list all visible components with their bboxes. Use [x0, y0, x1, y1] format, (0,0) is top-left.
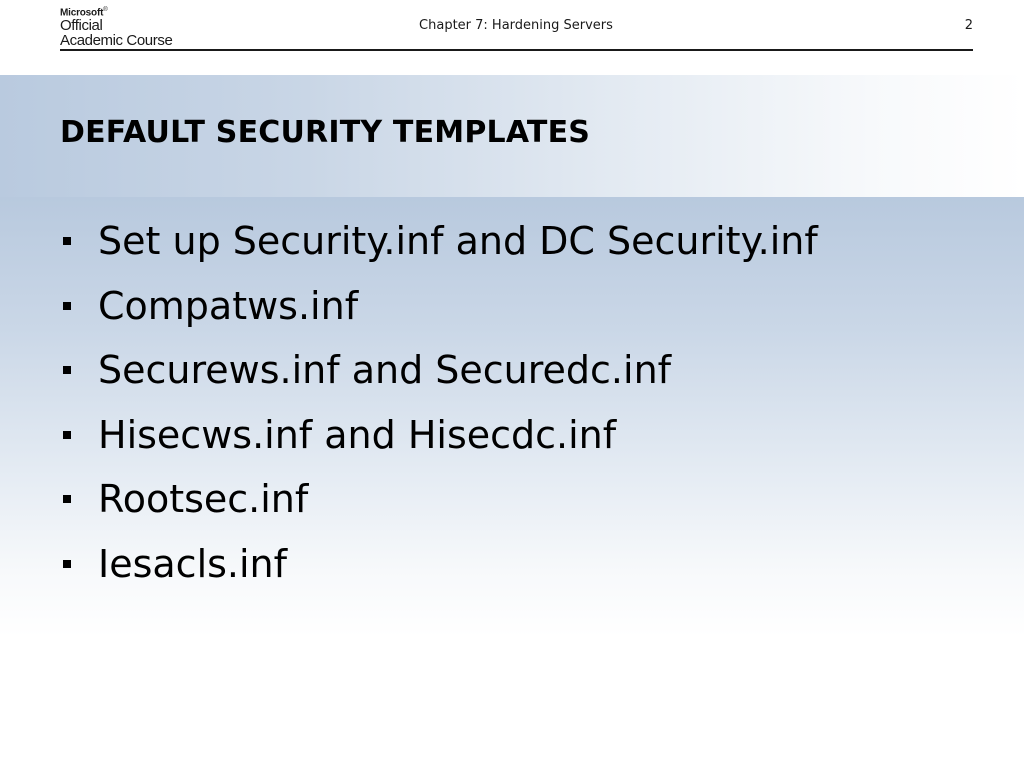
bullet-item — [60, 343, 818, 408]
bullet-item — [60, 537, 818, 602]
header-divider — [60, 49, 973, 51]
square-bullet-icon — [63, 431, 71, 439]
logo-line-official: Official — [60, 17, 103, 35]
bullet-text: Securews.inf and Securedc.inf — [98, 348, 672, 392]
bullet-text: Compatws.inf — [98, 283, 359, 328]
page-number: 2 — [964, 18, 973, 33]
square-bullet-icon — [63, 366, 71, 374]
bullet-item — [60, 408, 818, 473]
bullet-text: Set up Security.inf and DC Security.inf — [98, 219, 818, 263]
logo-brand: Microsoft® — [60, 7, 108, 19]
bullet-item — [60, 279, 818, 344]
logo-line-academic-course: Academic Course — [60, 32, 173, 50]
square-bullet-icon — [63, 560, 71, 568]
bullet-text: Iesacls.inf — [98, 541, 288, 586]
bullet-item — [60, 214, 818, 279]
square-bullet-icon — [63, 237, 71, 245]
bullet-list — [60, 214, 818, 601]
square-bullet-icon — [63, 495, 71, 503]
slide-title: DEFAULT SECURITY TEMPLATES — [60, 115, 591, 150]
square-bullet-icon — [63, 302, 71, 310]
bullet-text: Rootsec.inf — [98, 477, 309, 521]
slide-header — [0, 0, 1024, 75]
bullet-text: Hisecws.inf and Hisecdc.inf — [98, 412, 617, 457]
bullet-item — [60, 472, 818, 537]
chapter-title: Chapter 7: Hardening Servers — [419, 18, 613, 33]
